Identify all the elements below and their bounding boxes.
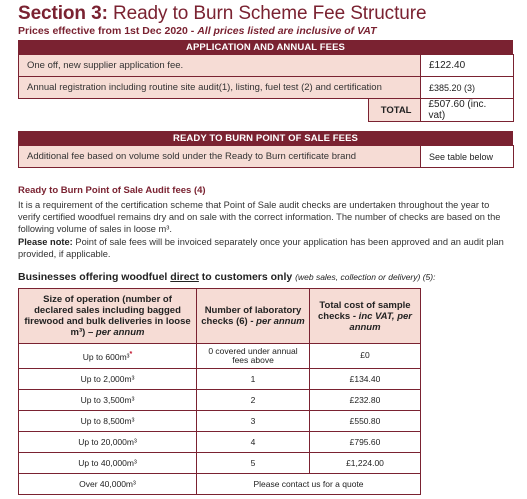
header-italic: per annum (95, 327, 145, 338)
spacer (18, 99, 368, 122)
pos-fee-value: See table below (421, 146, 514, 168)
header-italic: - inc VAT, per annum (349, 310, 412, 333)
size-cell: Up to 2,000m³ (19, 369, 197, 390)
total-label: TOTAL (368, 99, 420, 122)
checks-cell: 1 (197, 369, 310, 390)
table-row (19, 453, 421, 474)
checks-cell: 2 (197, 390, 310, 411)
heading-direct: direct (170, 271, 199, 283)
fee-label: Annual registration including routine site audit(1), listing, fuel test (2) and certification (19, 77, 421, 99)
col-header-checks (197, 289, 310, 344)
header-text: Size of operation (number of declared sales including bagged firewood and bulk deliveries in loose m³) – (24, 294, 191, 338)
pos-fees-table (18, 145, 514, 168)
page-subtitle (18, 25, 377, 37)
audit-fees-paragraph (18, 199, 513, 260)
table-row (19, 369, 421, 390)
fee-label: One off, new supplier application fee. (19, 55, 421, 77)
audit-fees-heading: Ready to Burn Point of Sale Audit fees (4) (18, 185, 206, 196)
heading-suffix: to customers only (198, 271, 296, 283)
table-row (19, 146, 514, 168)
table-row (19, 77, 514, 99)
note-text: Point of sale fees will be invoiced separately once your application has been approved and an audit plan provided, if applicable. (18, 236, 504, 259)
audit-note (18, 236, 513, 260)
table-row (19, 344, 421, 369)
contact-cell: Please contact us for a quote (197, 474, 421, 495)
checks-cell: 4 (197, 432, 310, 453)
page-title (18, 3, 426, 25)
asterisk-marker: * (129, 349, 133, 358)
cost-cell: £550.80 (310, 411, 421, 432)
application-fees-heading: APPLICATION AND ANNUAL FEES (18, 40, 513, 55)
cost-cell: £795.60 (310, 432, 421, 453)
audit-fee-table (18, 288, 421, 495)
header-text: Total cost of sample checks (318, 299, 411, 322)
size-cell: Up to 20,000m³ (19, 432, 197, 453)
table-row (19, 390, 421, 411)
pos-fee-label: Additional fee based on volume sold under the Ready to Burn certificate brand (19, 146, 421, 168)
fee-amount: £385.20 (3) (421, 77, 514, 99)
table-header-row (19, 289, 421, 344)
checks-cell: 0 covered under annual fees above (197, 344, 310, 369)
checks-cell: 3 (197, 411, 310, 432)
heading-prefix: Businesses offering woodfuel (18, 271, 171, 283)
cost-cell: £232.80 (310, 390, 421, 411)
title-text: Ready to Burn Scheme Fee Structure (113, 3, 427, 24)
fee-amount: £122.40 (421, 55, 514, 77)
heading-note: (web sales, collection or delivery) (5): (295, 272, 436, 282)
cost-cell: £1,224.00 (310, 453, 421, 474)
size-cell: Up to 8,500m³ (19, 411, 197, 432)
cost-cell: £0 (310, 344, 421, 369)
header-text: Number of laboratory checks (6) (201, 305, 302, 327)
table-row (19, 474, 421, 495)
size-cell: Up to 40,000m³ (19, 453, 197, 474)
audit-description: It is a requirement of the certification scheme that Point of Sale audit checks are undertaken throughout the year to verify certified woodfuel remains dry and on sale with the correct information. The number of checks are based on the following volume of sales in loose m³. (18, 200, 501, 235)
total-table (18, 98, 514, 122)
subtitle-vat-note: All prices listed are inclusive of VAT (197, 25, 377, 37)
note-label: Please note: (18, 236, 73, 247)
size-cell: Up to 3,500m³ (19, 390, 197, 411)
section-number: Section 3: (18, 3, 108, 24)
size-cell (19, 344, 197, 369)
table-row (19, 55, 514, 77)
header-italic: - per annum (250, 316, 305, 327)
cost-cell: £134.40 (310, 369, 421, 390)
col-header-size (19, 289, 197, 344)
size-cell: Over 40,000m³ (19, 474, 197, 495)
total-amount: £507.60 (inc. vat) (420, 99, 513, 122)
application-fees-table (18, 54, 514, 99)
direct-sales-heading (18, 271, 435, 283)
checks-cell: 5 (197, 453, 310, 474)
table-row (19, 432, 421, 453)
subtitle-date: Prices effective from 1st Dec 2020 - (18, 25, 198, 37)
size-text: Up to 600m³ (82, 351, 130, 362)
pos-fees-heading: READY TO BURN POINT OF SALE FEES (18, 131, 513, 146)
table-row (19, 411, 421, 432)
total-row (18, 99, 513, 122)
col-header-cost (310, 289, 421, 344)
